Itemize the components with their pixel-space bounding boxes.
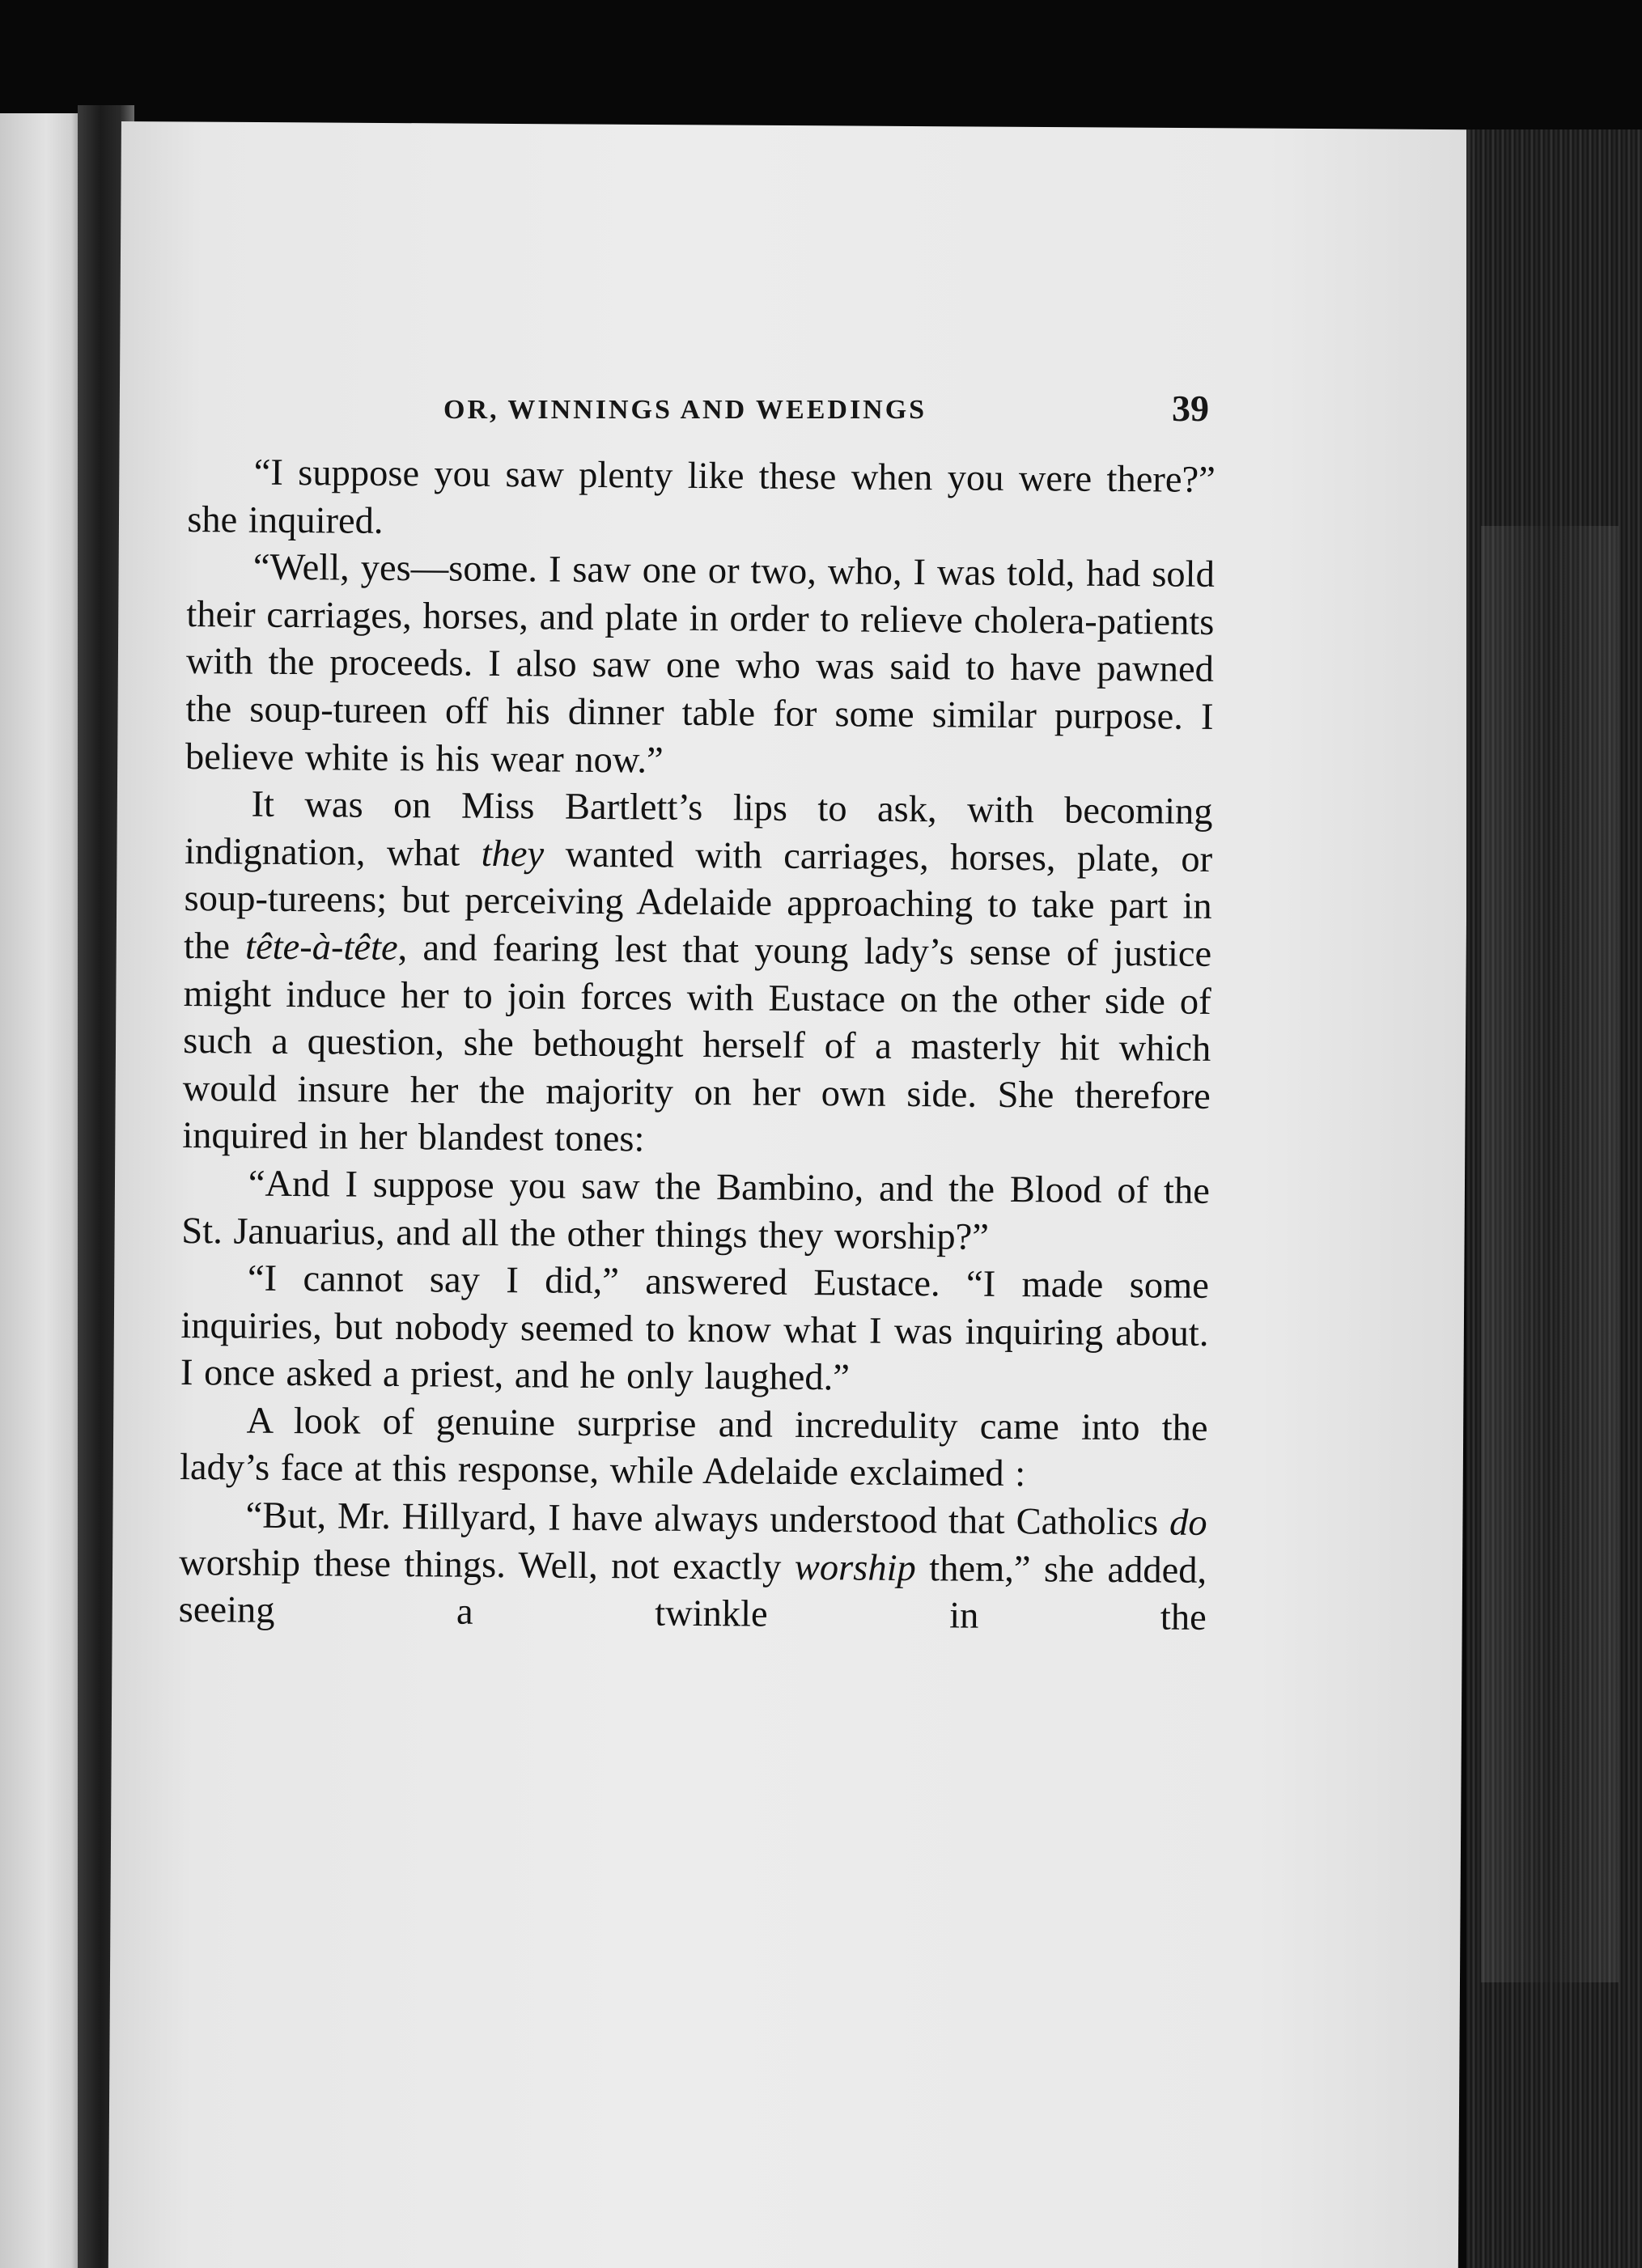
facing-page-edge [0, 113, 84, 2268]
paragraph [180, 1397, 1208, 1500]
paragraph [187, 449, 1216, 552]
paragraph [180, 1255, 1209, 1405]
text-run: “But, Mr. Hillyard, I have always understood that Catholics [245, 1494, 1170, 1544]
italic-text: do [1169, 1502, 1207, 1544]
text-run: “I cannot say I did,” answered Eustace. “I made some inquiries, but nobody seemed to know what I was inquiring about. I once asked a priest, and he only laughed.” [180, 1257, 1210, 1399]
paragraph [178, 1492, 1207, 1643]
body-text [178, 449, 1215, 1643]
paragraph [181, 1160, 1210, 1263]
italic-text: they [481, 833, 545, 875]
text-run: “And I suppose you saw the Bambino, and the Blood of the St. Januarius, and all the other things they worship?” [181, 1163, 1211, 1258]
paragraph [182, 781, 1213, 1168]
italic-text: worship [794, 1546, 916, 1589]
text-run: wanted with carriages, horses, plate, or soup-tureens; but perceiving Adelaide approaching to take part in the [183, 833, 1213, 968]
running-head: OR, WINNINGS AND WEEDINGS [443, 395, 927, 425]
text-run: them,” she added, seeing a twinkle in the [178, 1547, 1207, 1639]
text-run: It was on Miss Bartlett’s lips to ask, with becoming indignation, what [184, 783, 1213, 875]
text-run: worship these things. Well, not exactly [178, 1541, 796, 1588]
italic-text: tête-à-tête [244, 926, 398, 969]
paragraph [185, 544, 1215, 789]
page-number: 39 [1172, 388, 1209, 429]
text-run: , and fearing lest that young lady’s sense of justice might induce her to join forces with Eustace on the other side of such a question, she bethought herself of a masterly hit which would insure her the majority on her own side. She therefore inquired in her blandest tones: [182, 926, 1212, 1160]
text-run: A look of genuine surprise and incredulity came into the lady’s face at this response, while Adelaide exclaimed : [179, 1400, 1208, 1495]
text-run: “Well, yes—some. I saw one or two, who, I was told, had sold their carriages, horses, and plate in order to relieve cholera-patients with the proceeds. I also saw one who was said to have pawned the soup-tureen off his dinner table for some similar purpose. I believe white is his wear now.” [185, 546, 1216, 782]
text-run: “I suppose you saw plenty like these when you were there?” she inquired. [187, 451, 1216, 542]
page-stack-highlight [1481, 526, 1619, 1982]
